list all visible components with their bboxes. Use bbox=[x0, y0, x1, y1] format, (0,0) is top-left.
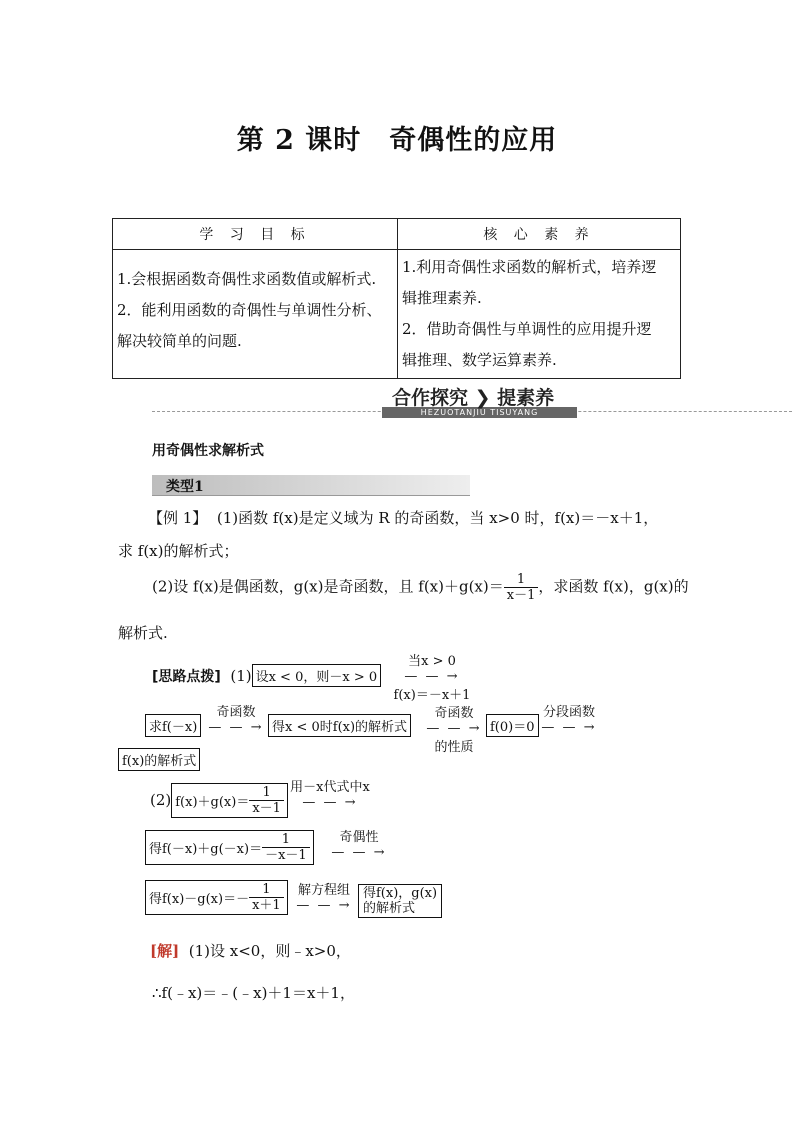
arrow-line: — — → bbox=[331, 845, 387, 860]
fraction bbox=[249, 882, 284, 913]
goal-line: 解决较简单的问题. bbox=[117, 332, 242, 350]
flow-box: 设x < 0，则－x > 0 bbox=[252, 664, 382, 687]
core-literacy-cell bbox=[398, 250, 681, 379]
hint-flow-box-5 bbox=[118, 748, 200, 771]
flow-arrow bbox=[328, 826, 390, 860]
section-title: 用奇偶性求解析式 bbox=[152, 443, 264, 459]
example-text: (1)函数 f(x)是定义域为 R 的奇函数，当 x>0 时，f(x)＝－x＋1， bbox=[216, 509, 659, 527]
goals-table bbox=[112, 218, 681, 379]
box-text: 得f(－x)＋g(－x)＝ bbox=[149, 842, 263, 857]
box-text: 得f(x)－g(x)＝－ bbox=[149, 892, 250, 907]
flow-arrow bbox=[206, 701, 266, 735]
example-text: (2)设 f(x)是偶函数，g(x)是奇函数，且 f(x)＋g(x)＝ bbox=[152, 577, 504, 596]
arrow-label-top: 用－x代式中x bbox=[290, 780, 370, 795]
arrow-line: — — → bbox=[426, 721, 482, 736]
section-banner bbox=[382, 383, 577, 420]
fraction-denominator: －x－1 bbox=[265, 848, 307, 863]
fraction-denominator: x－1 bbox=[252, 801, 281, 816]
literacy-line: 2．借助奇偶性与单调性的应用提升逻 bbox=[402, 320, 652, 338]
arrow-line: — — → bbox=[208, 720, 264, 735]
solution-line-2: ∴f(﹣x)＝﹣(﹣x)＋1＝x＋1， bbox=[152, 984, 355, 1002]
banner-title: 合作探究 ❯ 提素养 bbox=[392, 387, 555, 409]
hint-part-label: (1) bbox=[230, 667, 252, 685]
hint-line-1 bbox=[152, 664, 381, 687]
example-text: ，求函数 f(x)，g(x)的 bbox=[538, 577, 689, 596]
flow-arrow bbox=[292, 879, 356, 913]
fraction bbox=[504, 572, 539, 603]
fraction-numerator: 1 bbox=[249, 785, 284, 801]
solution-text: (1)设 x<0，则﹣x>0， bbox=[188, 942, 351, 960]
fraction-denominator: x－1 bbox=[506, 588, 536, 603]
example-line-4: 解析式. bbox=[118, 624, 168, 642]
banner-subtitle: HEZUOTANJIU TISUYANG bbox=[420, 408, 539, 417]
flow-box: 求f(－x) bbox=[145, 714, 201, 737]
flow-box: 得x < 0时f(x)的解析式 bbox=[268, 714, 411, 737]
box-text: f(x)＋g(x)＝ bbox=[175, 795, 250, 810]
lesson-number: 第 2 课时 bbox=[236, 125, 362, 156]
arrow-label-top: 当x > 0 bbox=[408, 654, 456, 669]
hint-flow-box-4 bbox=[486, 714, 539, 737]
literacy-line: 1.利用奇偶性求函数的解析式，培养逻 bbox=[402, 258, 657, 276]
literacy-line: 辑推理、数学运算素养. bbox=[402, 351, 557, 369]
literacy-line: 辑推理素养. bbox=[402, 289, 482, 307]
flow-box: f(0)＝0 bbox=[486, 714, 539, 737]
flow-box bbox=[145, 880, 288, 915]
hint-flow-box-7 bbox=[145, 830, 314, 865]
arrow-label-bottom: f(x)＝－x＋1 bbox=[393, 688, 471, 703]
goals-header-right: 核 心 素 养 bbox=[398, 219, 681, 250]
flow-box bbox=[171, 783, 288, 818]
example-line-1 bbox=[148, 507, 658, 528]
hint-part-label: (2) bbox=[150, 791, 172, 809]
arrow-line: — — → bbox=[302, 795, 358, 810]
hint-line-2 bbox=[150, 783, 288, 818]
type-label-bar bbox=[152, 475, 470, 496]
flow-arrow bbox=[388, 650, 476, 703]
fraction-denominator: x＋1 bbox=[252, 898, 281, 913]
arrow-label-top: 分段函数 bbox=[542, 705, 595, 720]
example-label: 【例 1】 bbox=[148, 509, 208, 527]
arrow-line: — — → bbox=[404, 669, 460, 684]
solution-label: [解] bbox=[150, 942, 180, 960]
page-title bbox=[0, 118, 794, 157]
fraction-numerator: 1 bbox=[504, 572, 539, 588]
goals-header-left: 学 习 目 标 bbox=[113, 219, 398, 250]
solution-line-1 bbox=[150, 940, 351, 961]
arrow-label-top: 解方程组 bbox=[297, 883, 350, 898]
fraction-numerator: 1 bbox=[262, 832, 310, 848]
hint-label: [思路点拨] bbox=[152, 669, 221, 685]
flow-arrow bbox=[426, 702, 482, 755]
example-line-3 bbox=[152, 572, 689, 603]
example-line-2: 求 f(x)的解析式； bbox=[118, 542, 239, 560]
box-text: 的解析式 bbox=[363, 901, 416, 916]
flow-arrow bbox=[282, 776, 378, 810]
fraction bbox=[262, 832, 310, 863]
learning-goals-cell bbox=[113, 250, 398, 379]
arrow-label-top: 奇函数 bbox=[434, 706, 474, 721]
hint-flow-box-3 bbox=[268, 714, 411, 737]
box-text: 得f(x)，g(x) bbox=[363, 886, 438, 901]
fraction-numerator: 1 bbox=[249, 882, 284, 898]
fraction bbox=[249, 785, 284, 816]
goal-line: 1.会根据函数奇偶性求函数值或解析式. bbox=[117, 270, 377, 288]
hint-flow-row-2 bbox=[145, 714, 201, 737]
flow-box: f(x)的解析式 bbox=[118, 748, 200, 771]
arrow-line: — — → bbox=[296, 898, 352, 913]
arrow-line: — — → bbox=[541, 720, 597, 735]
goal-line: 2．能利用函数的奇偶性与单调性分析、 bbox=[117, 301, 382, 319]
type-label: 类型1 bbox=[166, 479, 204, 495]
flow-box bbox=[145, 830, 314, 865]
flow-box bbox=[358, 884, 442, 918]
hint-flow-box-8 bbox=[145, 880, 288, 915]
arrow-label-top: 奇偶性 bbox=[339, 830, 379, 845]
flow-arrow bbox=[534, 701, 604, 735]
lesson-topic: 奇偶性的应用 bbox=[389, 125, 558, 156]
arrow-label-top: 奇函数 bbox=[216, 705, 256, 720]
arrow-label-bottom: 的性质 bbox=[434, 740, 474, 755]
